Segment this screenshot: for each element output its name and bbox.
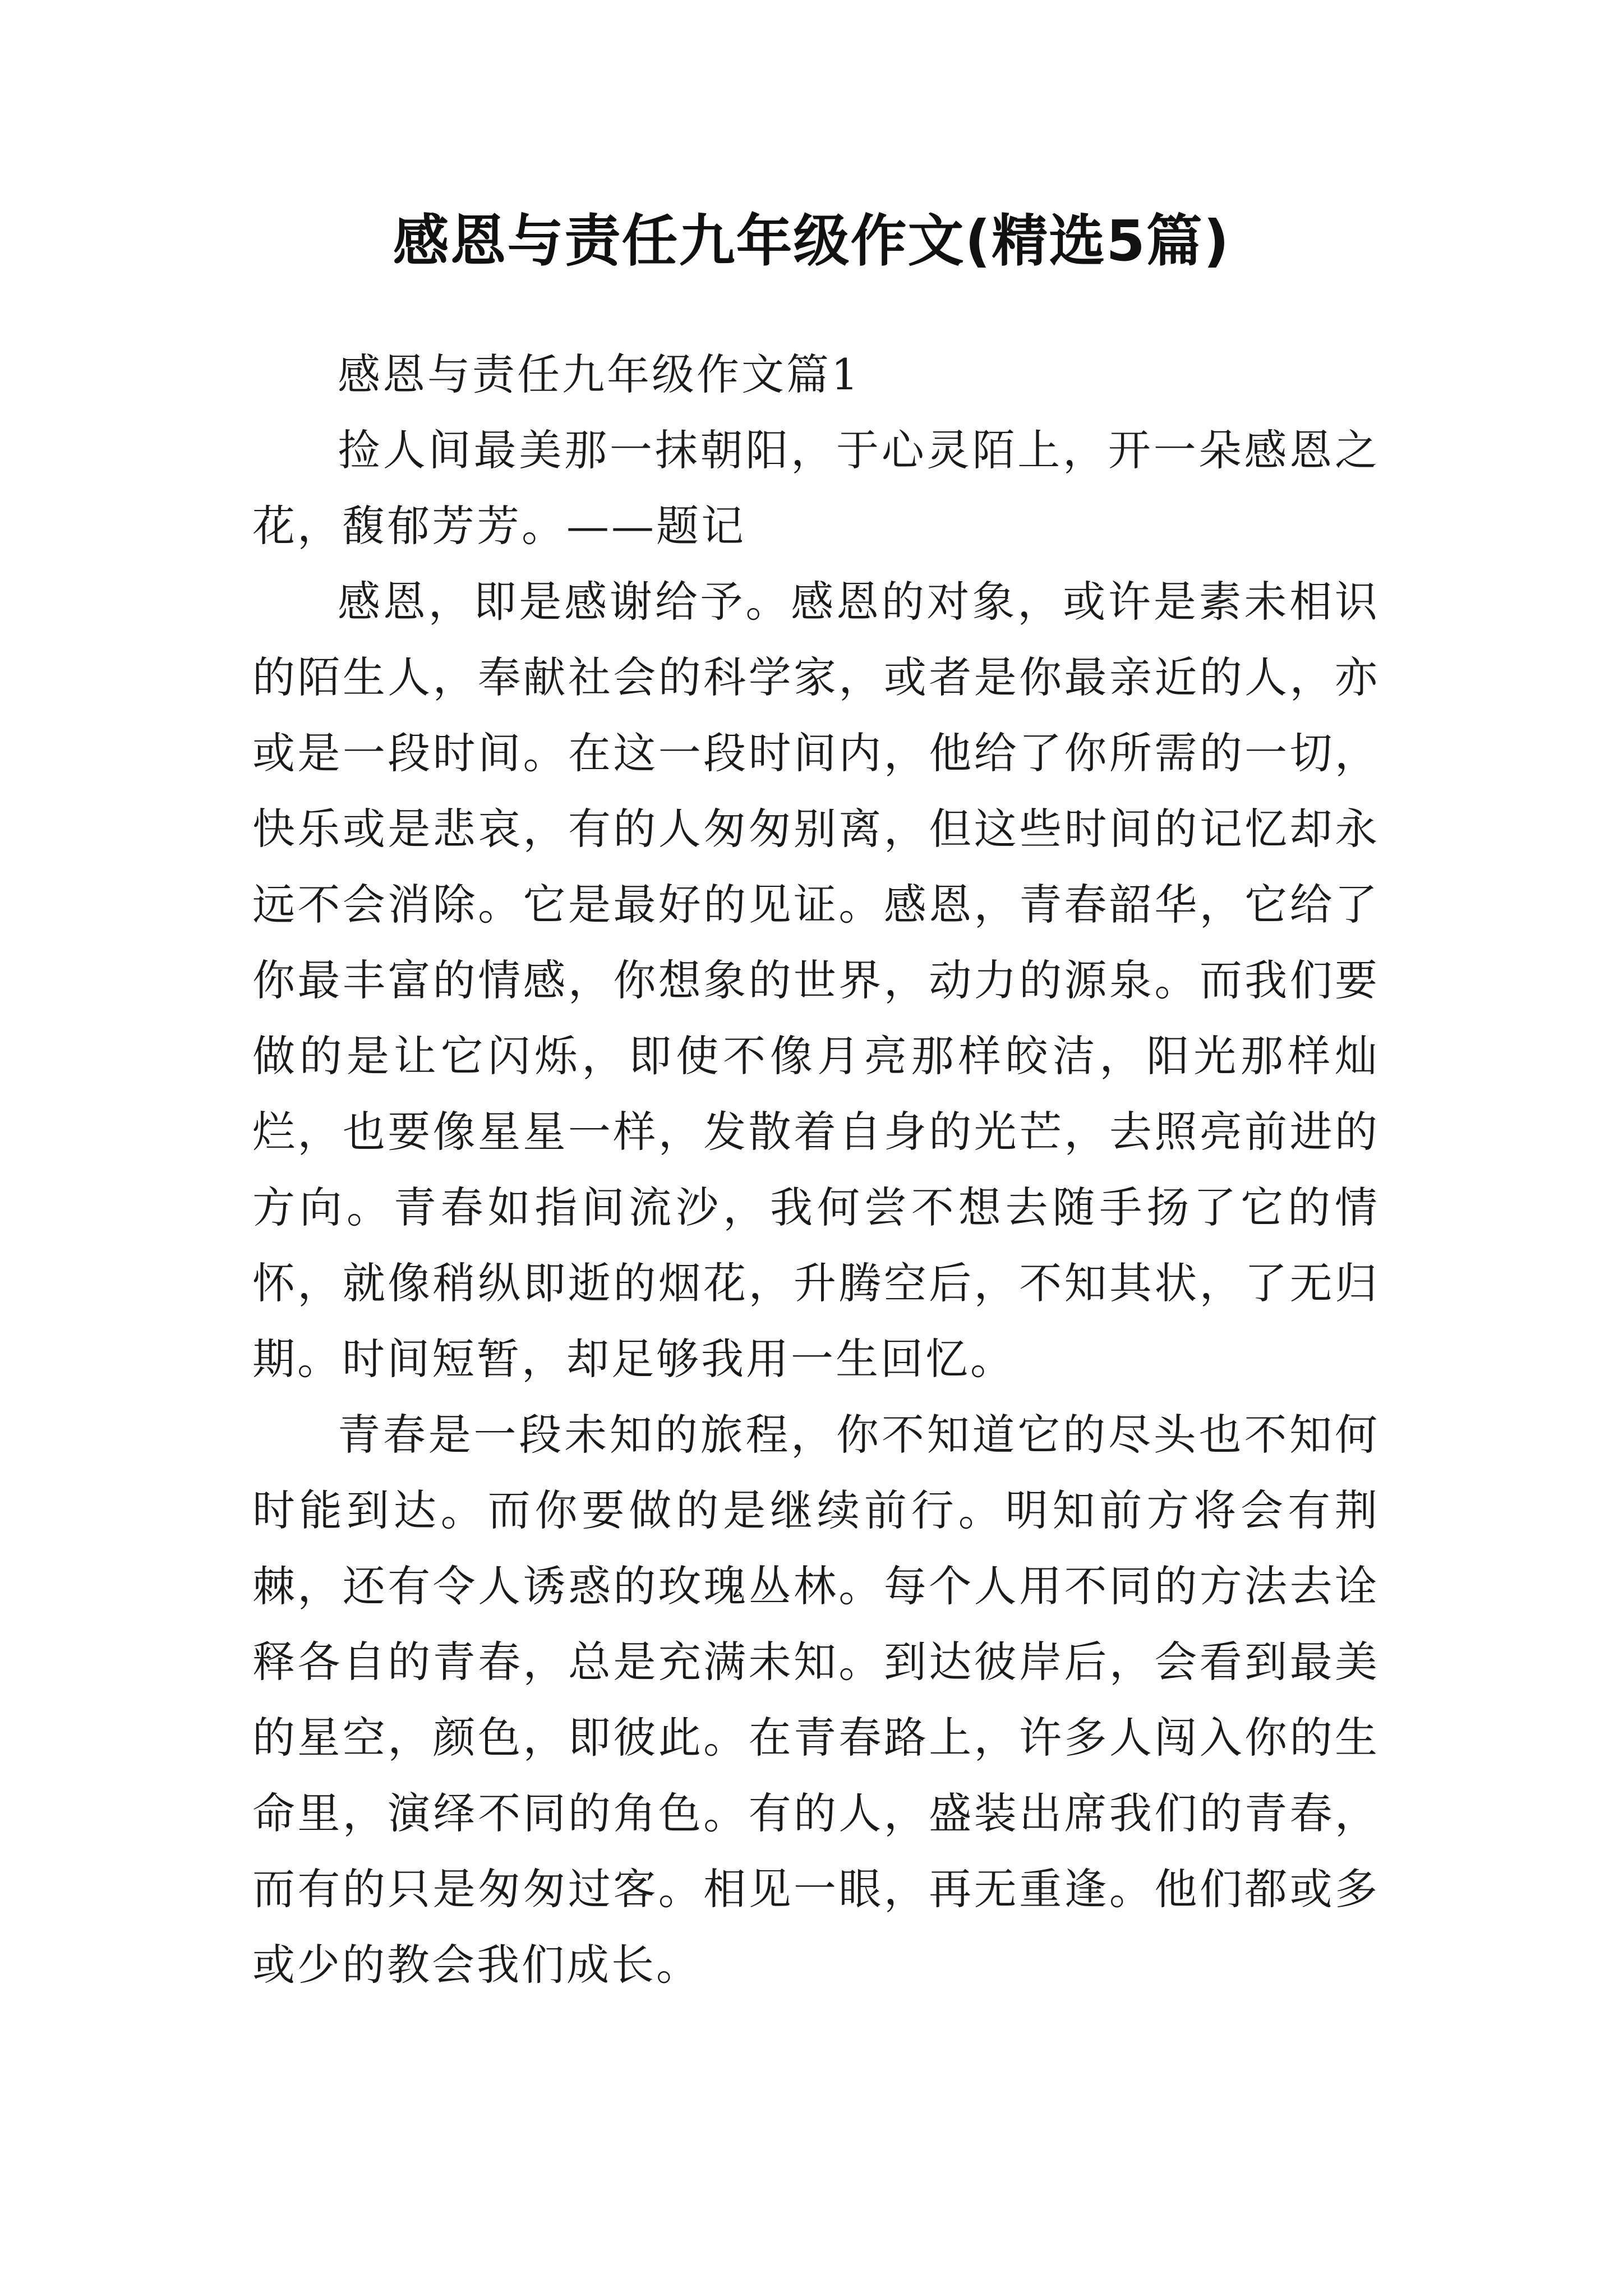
body-paragraph-1: 感恩，即是感谢给予。感恩的对象，或许是素未相识的陌生人，奉献社会的科学家，或者是你最亲近的人，亦或是一段时间。在这一段时间内，他给了你所需的一切，快乐或是悲哀，有的人匆匆别离，但这些时间的记忆却永远不会消除。它是最好的见证。感恩，青春韶华，它给了你最丰富的情感，你想象的世界，动力的源泉。而我们要做的是让它闪烁，即使不像月亮那样皎洁，阳光那样灿烂，也要像星星一样，发散着自身的光芒，去照亮前进的方向。青春如指间流沙，我何尝不想去随手扬了它的情怀，就像稍纵即逝的烟花，升腾空后，不知其状，了无归期。时间短暂，却足够我用一生回忆。 — [252, 577, 1380, 1384]
section-heading: 感恩与责任九年级作文篇1 — [338, 349, 861, 399]
body-paragraph-2: 青春是一段未知的旅程，你不知道它的尽头也不知何时能到达。而你要做的是继续前行。明知前方将会有荆棘，还有令人诱惑的玫瑰丛林。每个人用不同的方法去诠释各自的青春，总是充满未知。到达彼岸后，会看到最美的星空，颜色，即彼此。在青春路上，许多人闯入你的生命里，演绎不同的角色。有的人，盛装出席我们的青春，而有的只是匆匆过客。相见一眼，再无重逢。他们都或多或少的教会我们成长。 — [252, 1410, 1380, 1990]
epigraph-paragraph: 捡人间最美那一抹朝阳，于心灵陌上，开一朵感恩之花，馥郁芳芳。——题记 — [252, 425, 1380, 551]
document-title: 感恩与责任九年级作文(精选5篇) — [393, 208, 1230, 274]
document-body — [252, 337, 1380, 2003]
